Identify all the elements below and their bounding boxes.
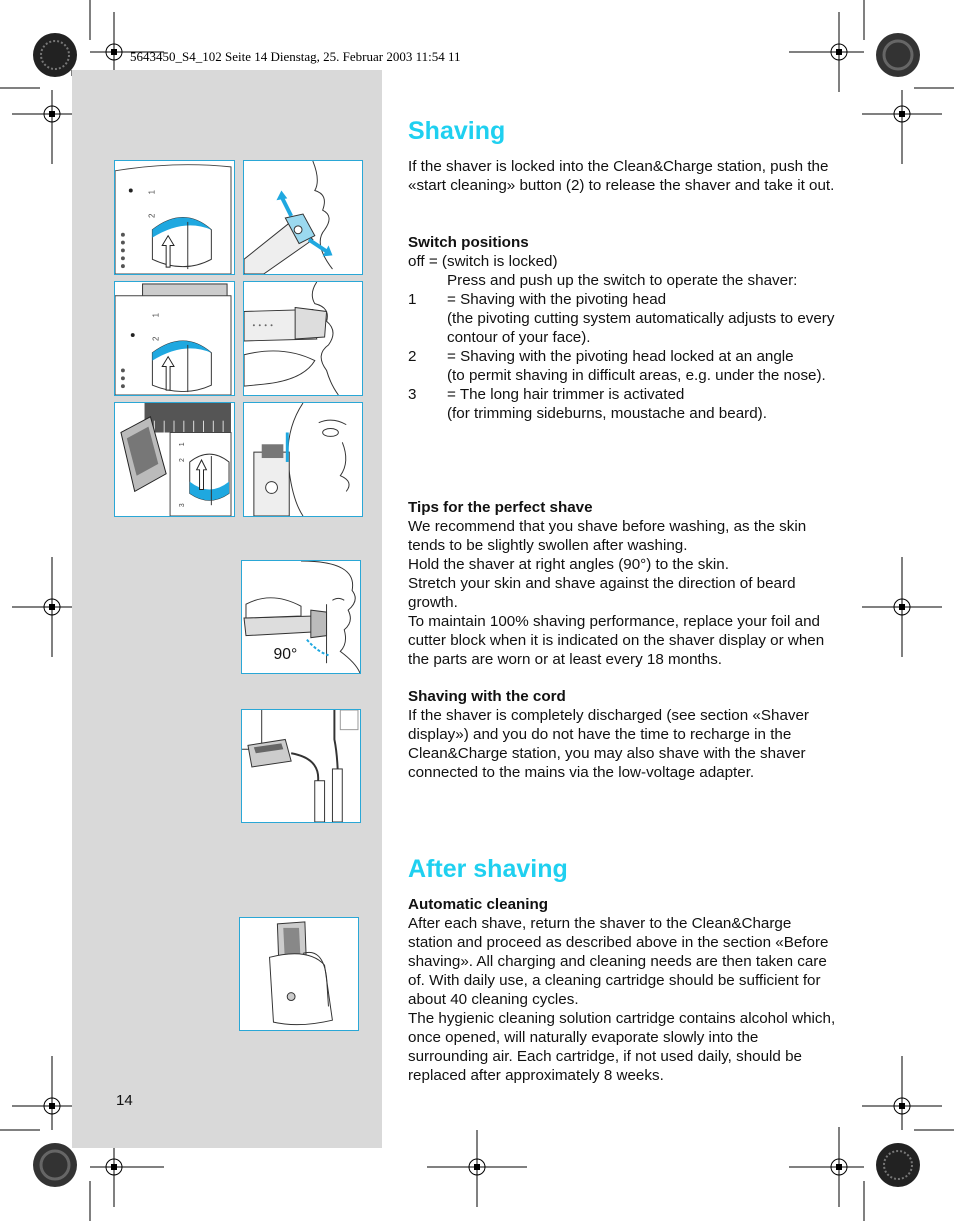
- tips-section: [408, 498, 840, 669]
- cord-section: [408, 687, 840, 782]
- switch-off-line: off = (switch is locked): [408, 253, 558, 270]
- switch-key: 1: [408, 291, 417, 308]
- switch-item-2: [408, 347, 840, 366]
- switch-note: (the pivoting cutting system automatically adjusts to every contour of your face).: [447, 310, 835, 346]
- tips-heading: Tips for the perfect shave: [408, 499, 593, 516]
- automatic-cleaning: [408, 895, 840, 1085]
- figure-switch-off: [114, 160, 235, 275]
- section-title-after-shaving: After shaving: [408, 855, 568, 883]
- switch-positions-heading: Switch positions: [408, 234, 529, 251]
- svg-text:1: 1: [178, 442, 186, 447]
- tips-line: To maintain 100% shaving performance, replace your foil and cutter block when it is indicated on the shaver display or when the parts are worn or at least every 18 months.: [408, 613, 825, 668]
- switch-text: = Shaving with the pivoting head locked at an angle: [447, 348, 794, 365]
- tips-line: Stretch your skin and shave against the direction of beard growth.: [408, 575, 796, 611]
- switch-key: 3: [408, 386, 417, 403]
- switch-text: = The long hair trimmer is activated: [447, 386, 685, 403]
- switch-label-2: 2: [147, 213, 157, 218]
- svg-text:2: 2: [151, 336, 161, 341]
- switch-key: 2: [408, 348, 417, 365]
- print-slug: 5643450_S4_102 Seite 14 Dienstag, 25. Februar 2003 11:54 11: [130, 49, 461, 64]
- switch-note: (to permit shaving in difficult areas, e.g. under the nose).: [447, 367, 826, 384]
- tips-line: We recommend that you shave before washing, as the skin tends to be slightly swollen after washing.: [408, 518, 807, 554]
- tips-line: Hold the shaver at right angles (90°) to the skin.: [408, 556, 729, 573]
- automatic-cleaning-heading: Automatic cleaning: [408, 896, 549, 913]
- section-title-shaving: Shaving: [408, 117, 506, 145]
- switch-item-3: [408, 385, 840, 404]
- figure-release-head: [243, 160, 363, 275]
- cleaning-paragraph: The hygienic cleaning solution cartridge contains alcohol which, once opened, will naturally evaporate slowly into the surrounding air. Each cartridge, if not used daily, should be replaced after approximately 8 weeks.: [408, 1010, 836, 1084]
- cord-heading: Shaving with the cord: [408, 688, 566, 705]
- switch-note: (for trimming sideburns, moustache and beard).: [447, 405, 767, 422]
- svg-text:3: 3: [178, 503, 186, 508]
- shaving-intro: [408, 157, 840, 195]
- svg-text:1: 1: [151, 312, 161, 318]
- intro-paragraph: If the shaver is locked into the Clean&Charge station, push the «start cleaning» button (2) to release the shaver and take it out.: [408, 158, 835, 194]
- cord-paragraph: If the shaver is completely discharged (see section «Shaver display») and you do not have the time to recharge in the Clean&Charge station, you may also shave with the shaver connected to the mains via the low-voltage adapter.: [408, 707, 809, 781]
- switch-positions: [408, 233, 840, 423]
- figure-trimming-sideburns: [243, 402, 363, 517]
- figure-clean-charge-station: [239, 917, 359, 1031]
- figure-trimmer-open: [114, 402, 235, 517]
- figure-shaving-chin: [243, 281, 363, 396]
- cleaning-paragraph: After each shave, return the shaver to the Clean&Charge station and proceed as described above in the section «Before shaving». All charging and cleaning needs are then taken care of. With daily use, a cleaning cartridge should be sufficient for about 40 cleaning cycles.: [408, 915, 829, 1008]
- switch-off-note: Press and push up the switch to operate the shaver:: [447, 272, 798, 289]
- section-shaving: [408, 116, 840, 146]
- section-after-shaving: [408, 854, 840, 884]
- figure-cord-adapter: [241, 709, 361, 823]
- figure-90-degree-angle: [241, 560, 361, 674]
- switch-text: = Shaving with the pivoting head: [447, 291, 667, 308]
- figure-switch-pos-1: [114, 281, 235, 396]
- page-number: 14: [116, 1092, 133, 1109]
- svg-text:2: 2: [178, 458, 186, 462]
- switch-item-1: [408, 290, 840, 309]
- switch-label-1: 1: [147, 190, 157, 195]
- angle-label: 90°: [273, 646, 298, 664]
